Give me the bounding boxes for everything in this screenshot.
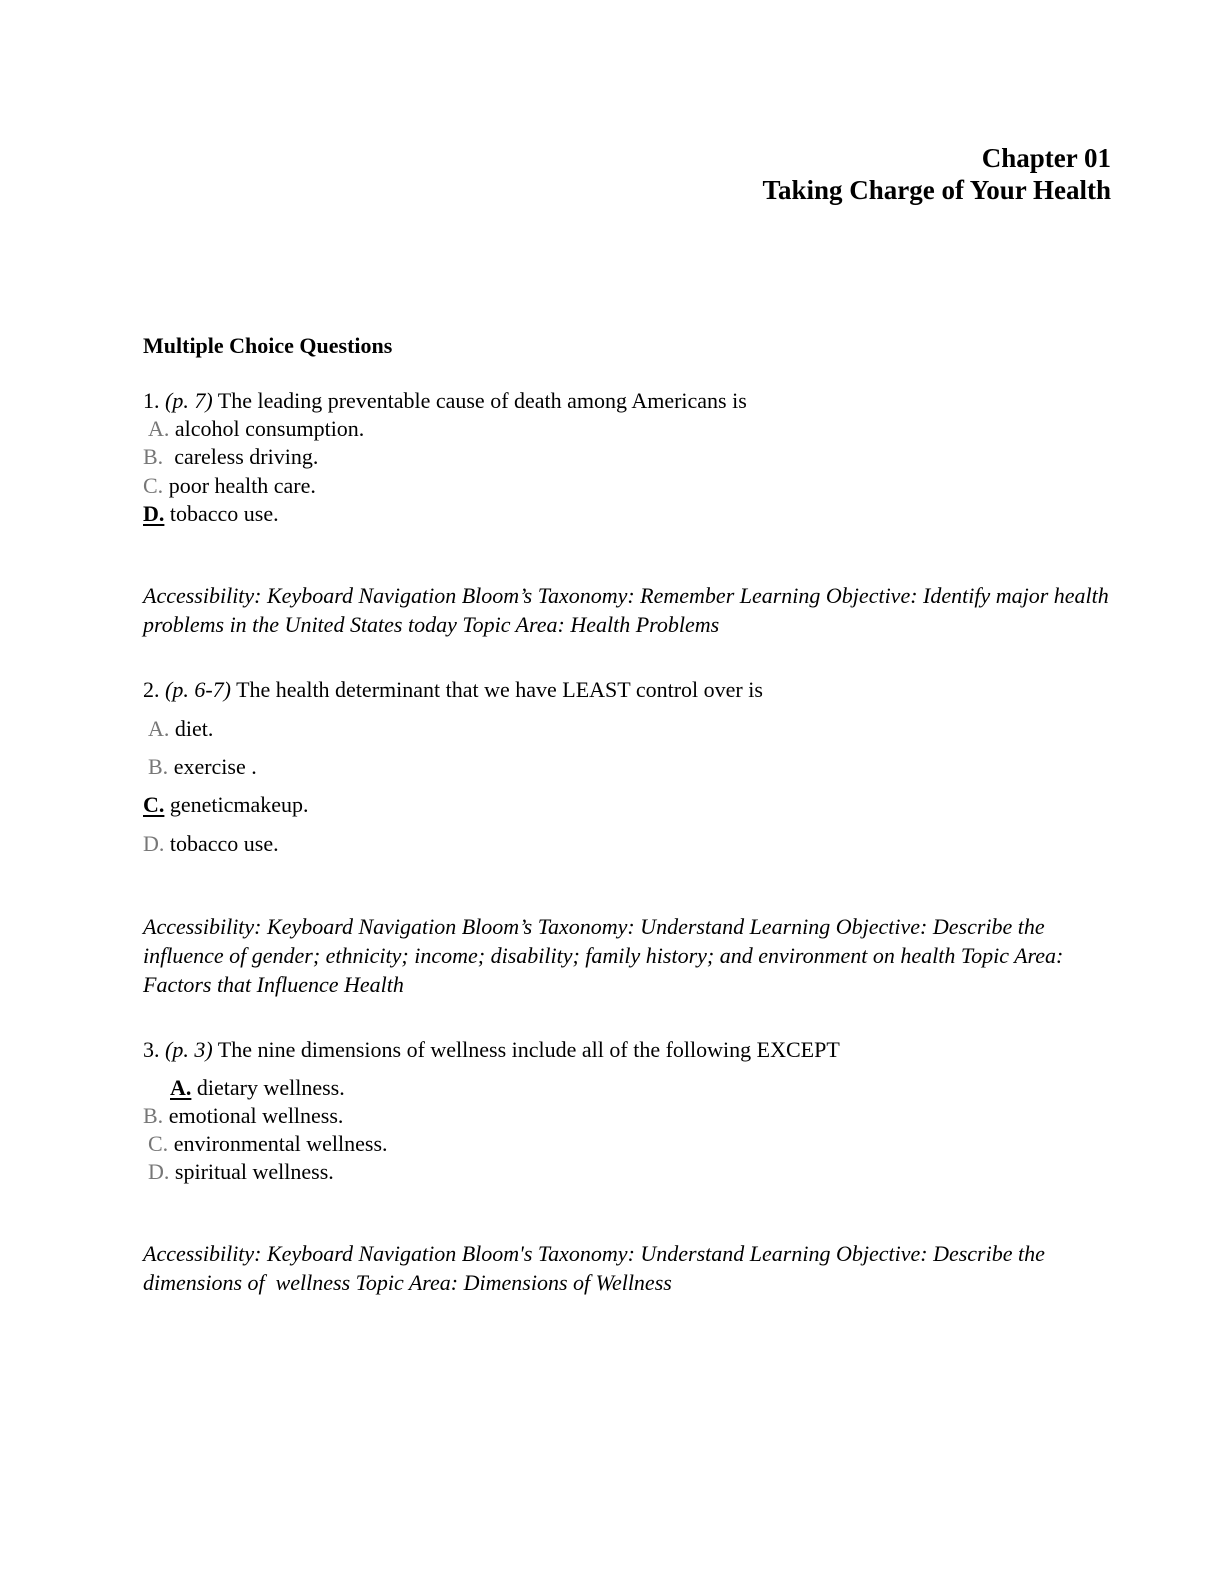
option-letter: D. <box>148 1159 170 1184</box>
question-number: 3. <box>143 1037 160 1062</box>
option-text: careless driving. <box>168 444 319 469</box>
question-text: The health determinant that we have LEAST control over is <box>236 677 763 702</box>
option-letter: D. <box>143 831 165 856</box>
question-1-option-c <box>143 473 316 499</box>
question-3-stem <box>143 1037 840 1063</box>
option-letter: B. <box>143 444 164 469</box>
question-text: The nine dimensions of wellness include all of the following EXCEPT <box>217 1037 840 1062</box>
question-2-option-c-correct <box>143 792 309 818</box>
option-text: tobacco use. <box>169 501 279 526</box>
option-text: tobacco use. <box>169 831 279 856</box>
option-letter: B. <box>148 754 169 779</box>
question-2-option-d <box>143 831 279 857</box>
page-reference: (p. 6-7) <box>165 677 231 702</box>
question-2-option-b <box>148 754 257 780</box>
question-3-option-b <box>143 1103 343 1129</box>
option-letter: A. <box>148 716 170 741</box>
option-text: exercise . <box>173 754 257 779</box>
question-3-option-c <box>148 1131 388 1157</box>
option-text: environmental wellness. <box>173 1131 388 1156</box>
option-text: spiritual wellness. <box>174 1159 334 1184</box>
option-text: emotional wellness. <box>168 1103 344 1128</box>
option-text: diet. <box>174 716 214 741</box>
question-number: 2. <box>143 677 160 702</box>
page-reference: (p. 3) <box>165 1037 213 1062</box>
question-3-metadata: Accessibility: Keyboard Navigation Bloom's Taxonomy: Understand Learning Objective: Describe the dimensions of wellness Topic Area: Dimensions of Wellness <box>143 1241 1051 1295</box>
question-text: The leading preventable cause of death among Americans is <box>217 388 747 413</box>
option-text: geneticmakeup. <box>169 792 309 817</box>
option-text: poor health care. <box>168 473 316 498</box>
correct-answer-letter: A. <box>170 1075 192 1100</box>
question-1-metadata: Accessibility: Keyboard Navigation Bloom’s Taxonomy: Remember Learning Objective: Identify major health problems in the United States today Topic Area: Health Problems <box>143 583 1109 637</box>
question-3-option-d <box>148 1159 334 1185</box>
option-text: alcohol consumption. <box>174 416 365 441</box>
question-1-stem <box>143 388 747 414</box>
option-letter: C. <box>143 473 164 498</box>
question-1-option-b <box>143 444 318 470</box>
question-2-stem <box>143 677 763 703</box>
correct-answer-letter: C. <box>143 792 165 817</box>
question-2-metadata: Accessibility: Keyboard Navigation Bloom’s Taxonomy: Understand Learning Objective: Describe the influence of gender; ethnicity; income; disability; family history; and environment on health Topic Area: Factors that Influence Health <box>143 914 1064 997</box>
option-letter: A. <box>148 416 170 441</box>
question-1-option-d-correct <box>143 501 279 527</box>
page-reference: (p. 7) <box>165 388 213 413</box>
chapter-title: Taking Charge of Your Health <box>762 175 1111 205</box>
question-1-option-a <box>148 416 364 442</box>
section-heading: Multiple Choice Questions <box>143 333 393 358</box>
option-letter: B. <box>143 1103 164 1128</box>
option-letter: C. <box>148 1131 169 1156</box>
question-number: 1. <box>143 388 160 413</box>
correct-answer-letter: D. <box>143 501 165 526</box>
question-3-option-a-correct <box>170 1075 345 1101</box>
option-text: dietary wellness. <box>196 1075 345 1100</box>
chapter-number: Chapter 01 <box>981 143 1111 173</box>
question-2-option-a <box>148 716 213 742</box>
